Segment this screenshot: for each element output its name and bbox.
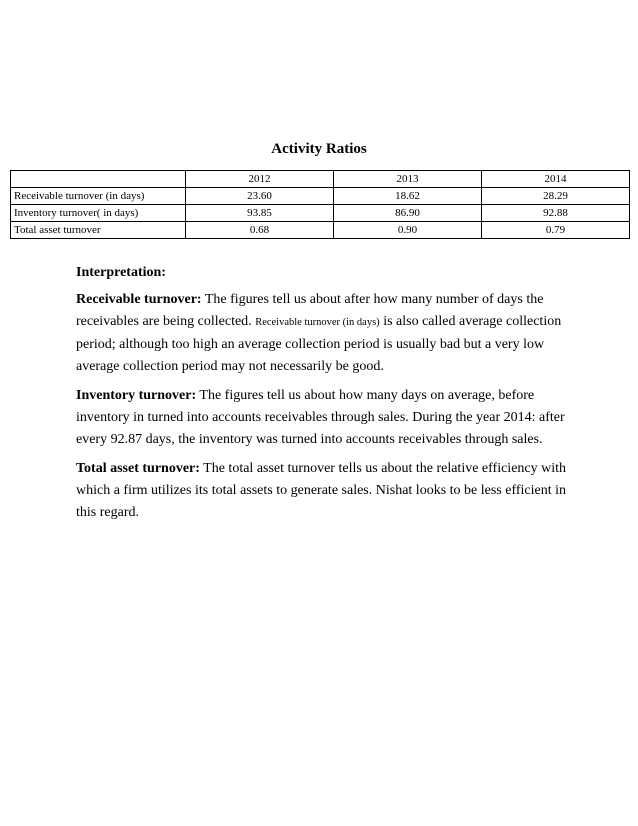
- table-cell: 0.79: [482, 222, 630, 239]
- table-header-cell: 2014: [482, 171, 630, 188]
- table-header-row: [11, 171, 630, 188]
- inventory-turnover-term: Inventory turnover:: [76, 388, 197, 403]
- table-cell: 0.90: [334, 222, 482, 239]
- table-header-cell: 2012: [186, 171, 334, 188]
- table-cell: 86.90: [334, 205, 482, 222]
- receivable-turnover-text: The figures tell us about after how many number of days the receivables are being collected.: [76, 292, 544, 329]
- page-title: Activity Ratios: [271, 141, 367, 157]
- receivable-turnover-term: Receivable turnover:: [76, 292, 202, 307]
- total-asset-turnover-paragraph: [76, 458, 576, 524]
- inventory-turnover-text: The figures tell us about how many days on average, before inventory in turned into accounts receivables through sales. During the year 2014: after every 92.87 days, the inventory was turned into accounts receivables through sales.: [76, 388, 565, 447]
- receivable-turnover-text-continued: is also called average collection period; although too high an average collection period is usually bad but a very low average collection period may not necessarily be good.: [76, 314, 562, 374]
- receivable-turnover-paragraph: [76, 289, 576, 378]
- interpretation-heading: Interpretation:: [76, 265, 166, 280]
- table-row: [11, 188, 630, 205]
- total-asset-turnover-term: Total asset turnover:: [76, 461, 200, 476]
- total-asset-turnover-text: The total asset turnover tells us about the relative efficiency with which a firm utilizes its total assets to generate sales. Nishat looks to be less efficient in this regard.: [76, 461, 567, 520]
- table-cell: 93.85: [186, 205, 334, 222]
- row-label: Inventory turnover( in days): [11, 205, 186, 222]
- interpretation-section: [76, 262, 576, 531]
- table-header-cell: 2013: [334, 171, 482, 188]
- table-row: [11, 205, 630, 222]
- inventory-turnover-paragraph: [76, 385, 576, 451]
- activity-ratios-table: [10, 170, 630, 239]
- receivable-turnover-inline-label: Receivable turnover (in days): [255, 317, 380, 328]
- table-row: [11, 222, 630, 239]
- table-cell: 0.68: [186, 222, 334, 239]
- row-label: Total asset turnover: [11, 222, 186, 239]
- table-cell: 92.88: [482, 205, 630, 222]
- table-header-cell: [11, 171, 186, 188]
- table-cell: 28.29: [482, 188, 630, 205]
- table-cell: 23.60: [186, 188, 334, 205]
- table-cell: 18.62: [334, 188, 482, 205]
- row-label: Receivable turnover (in days): [11, 188, 186, 205]
